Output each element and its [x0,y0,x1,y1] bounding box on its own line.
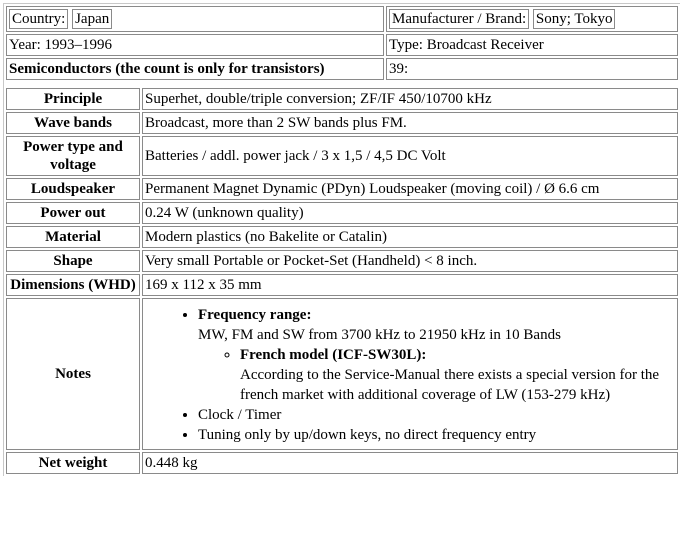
year-cell: Year: 1993–1996 [6,34,384,56]
table-row [6,112,678,134]
loudspeaker-label: Loudspeaker [6,178,140,200]
power-out-label: Power out [6,202,140,224]
principle-label: Principle [6,88,140,110]
list-item: • Tuning only by up/down keys, no direct frequency entry [198,425,675,445]
power-type-label: Power type and voltage [6,136,140,176]
sub-notes-list [198,345,675,405]
frequency-range-title: Frequency range: [198,307,312,323]
notes-label: Notes [6,298,140,450]
power-type-value: Batteries / addl. power jack / 3 x 1,5 / 4,5 DC Volt [142,136,678,176]
table-row [6,226,678,248]
dimensions-value: 169 x 112 x 35 mm [142,274,678,296]
table-row [6,202,678,224]
manufacturer-cell [386,6,678,32]
frequency-range-text: MW, FM and SW from 3700 kHz to 21950 kHz in 10 Bands [198,327,561,343]
country-cell [6,6,384,32]
net-weight-label: Net weight [6,452,140,474]
table-row [6,88,678,110]
notes-value [142,298,678,450]
semiconductors-value: 39: [386,58,678,80]
manufacturer-label: Manufacturer / Brand: [389,9,529,29]
wave-bands-label: Wave bands [6,112,140,134]
wave-bands-value: Broadcast, more than 2 SW bands plus FM. [142,112,678,134]
table-row [6,178,678,200]
loudspeaker-value: Permanent Magnet Dynamic (PDyn) Loudspeaker (moving coil) / Ø 6.6 cm [142,178,678,200]
spec-sheet [3,3,680,476]
table-row [6,298,678,450]
list-item [198,305,675,405]
shape-label: Shape [6,250,140,272]
french-model-text: According to the Service-Manual there exists a special version for the french market with additional coverage of LW (153-279 kHz) [240,367,660,403]
country-label: Country: [9,9,68,29]
power-out-value: 0.24 W (unknown quality) [142,202,678,224]
table-row [6,250,678,272]
manufacturer-value: Sony; Tokyo [533,9,616,29]
material-label: Material [6,226,140,248]
specs-table [4,86,680,476]
dimensions-label: Dimensions (WHD) [6,274,140,296]
net-weight-value: 0.448 kg [142,452,678,474]
principle-value: Superhet, double/triple conversion; ZF/IF 450/10700 kHz [142,88,678,110]
country-value: Japan [72,9,112,29]
french-model-title: French model (ICF-SW30L): [240,347,427,363]
list-item: • Clock / Timer [198,405,675,425]
material-value: Modern plastics (no Bakelite or Catalin) [142,226,678,248]
table-row [6,274,678,296]
type-cell: Type: Broadcast Receiver [386,34,678,56]
shape-value: Very small Portable or Pocket-Set (Handheld) < 8 inch. [142,250,678,272]
semiconductors-label: Semiconductors (the count is only for transistors) [6,58,384,80]
table-row [6,452,678,474]
table-row [6,136,678,176]
notes-list [145,305,675,445]
header-table [4,4,680,82]
list-item [240,345,675,405]
